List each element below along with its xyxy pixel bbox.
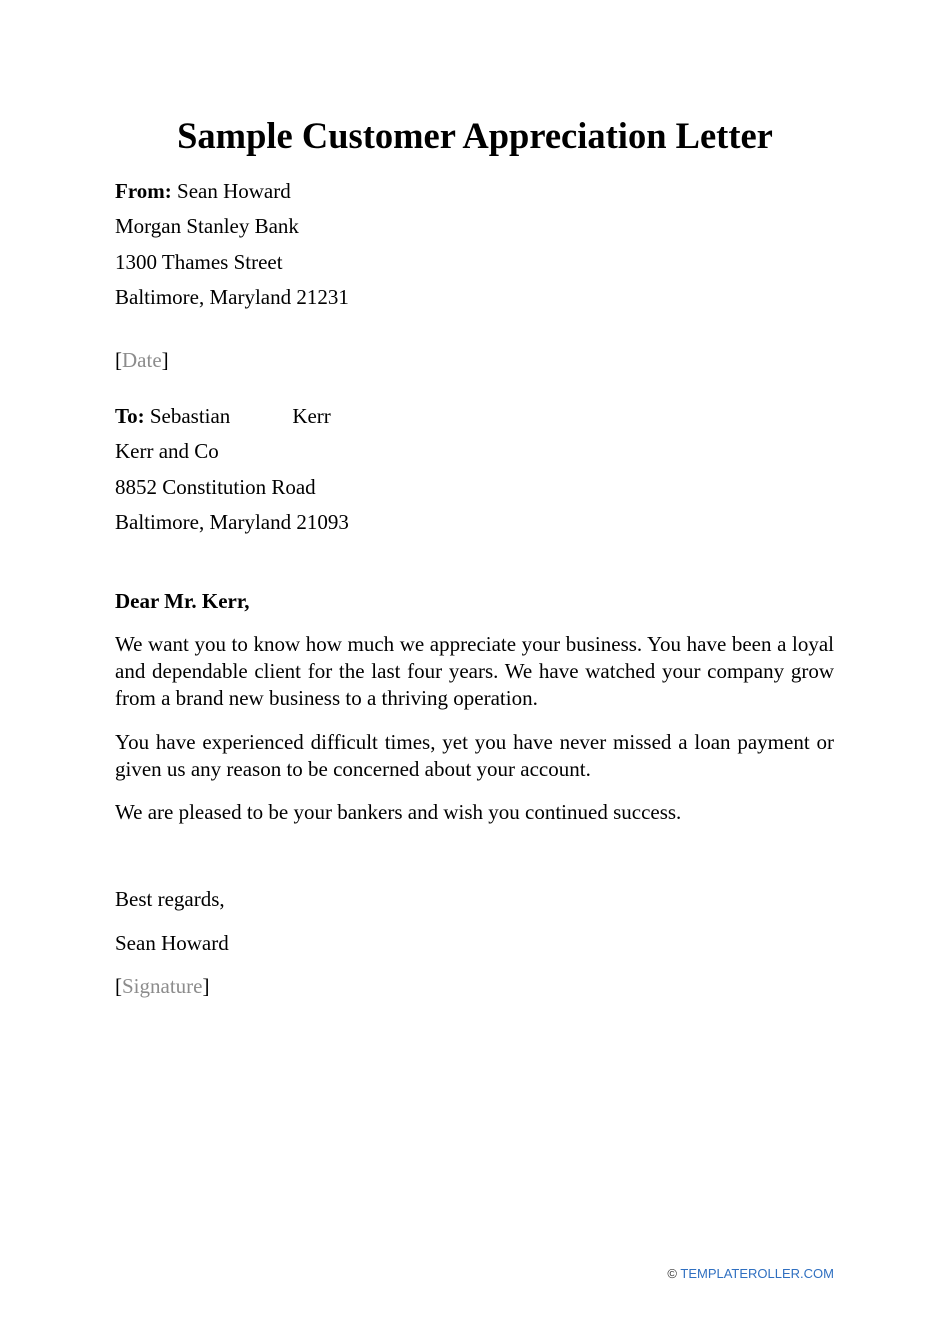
footer-site-link[interactable]: TEMPLATEROLLER.COM — [680, 1266, 834, 1281]
signer-name: Sean Howard — [115, 931, 229, 955]
date-placeholder: Date — [122, 348, 162, 372]
footer — [667, 1265, 834, 1283]
signature-bracket-open: [ — [115, 974, 122, 998]
copyright-symbol: © — [667, 1266, 677, 1281]
recipient-label: To: — [115, 404, 145, 428]
recipient-name-line — [115, 403, 331, 429]
recipient-company: Kerr and Co — [115, 439, 219, 463]
sender-name: Sean Howard — [177, 179, 291, 203]
date-bracket-open: [ — [115, 348, 122, 372]
date-field — [115, 347, 169, 373]
recipient-city: Baltimore, Maryland 21093 — [115, 510, 349, 534]
body-paragraph-3: We are pleased to be your bankers and wish you continued success. — [115, 800, 682, 824]
salutation: Dear Mr. Kerr, — [115, 589, 250, 613]
signature-placeholder: Signature — [122, 974, 203, 998]
recipient-first-name: Sebastian — [149, 404, 231, 428]
body-paragraph-2: You have experienced difficult times, yet you have never missed a loan payment or given us any reason to be concerned about your account. — [115, 730, 834, 781]
sender-street: 1300 Thames Street — [115, 250, 283, 274]
page-title: Sample Customer Appreciation Letter — [177, 115, 773, 156]
sender-city: Baltimore, Maryland 21231 — [115, 285, 349, 309]
recipient-street: 8852 Constitution Road — [115, 475, 316, 499]
closing: Best regards, — [115, 887, 225, 911]
signature-field — [115, 973, 209, 999]
sender-company: Morgan Stanley Bank — [115, 214, 299, 238]
sender-label: From: — [115, 179, 172, 203]
signature-bracket-close: ] — [202, 974, 210, 998]
sender-name-line — [115, 178, 291, 204]
recipient-last-name: Kerr — [292, 404, 331, 428]
body-paragraph-1: We want you to know how much we appreciate your business. You have been a loyal and dependable client for the last four years. We have watched your company grow from a brand new business to a thriving operation. — [115, 632, 834, 710]
date-bracket-close: ] — [161, 348, 169, 372]
